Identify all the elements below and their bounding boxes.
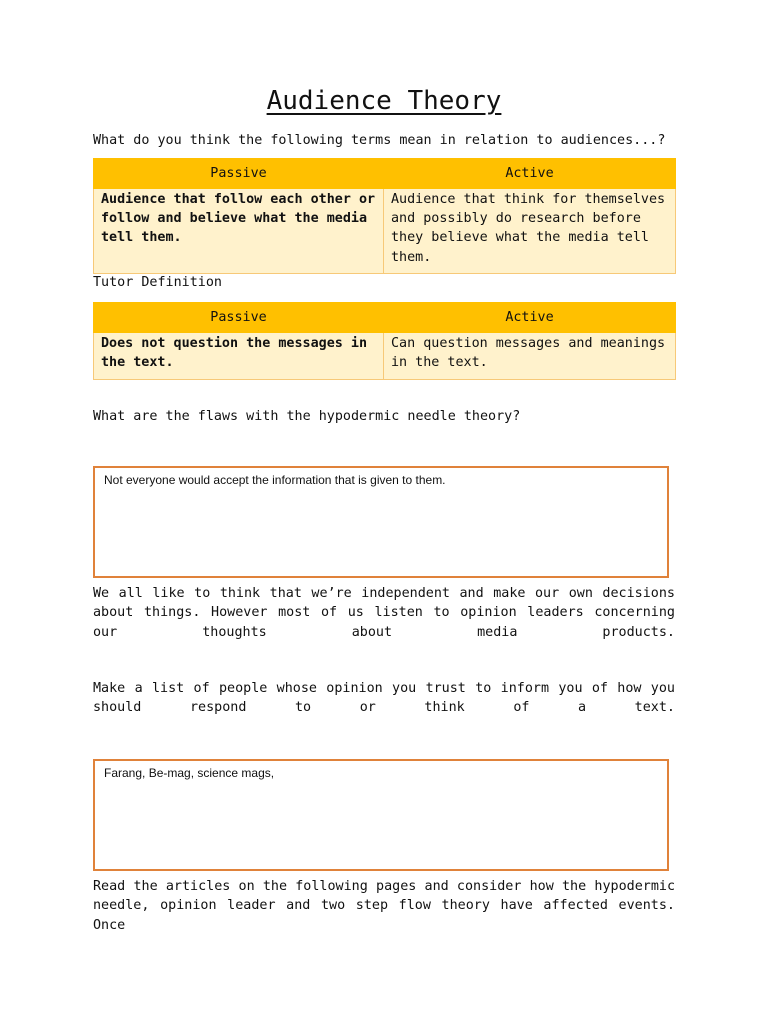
page-title: Audience Theory	[266, 86, 502, 116]
hypodermic-question: What are the flaws with the hypodermic needle theory?	[93, 409, 521, 424]
active-header: Active	[384, 159, 676, 189]
trusted-people-answer-box[interactable]	[93, 759, 669, 871]
active-tutor-definition: Can question messages and meanings in the text.	[384, 333, 676, 380]
hypodermic-answer-box[interactable]	[93, 466, 669, 578]
passive-header: Passive	[94, 303, 384, 333]
audience-definition-table	[93, 158, 676, 274]
trusted-people-question: Make a list of people whose opinion you trust to inform you of how you should respond to or think of a text.	[93, 681, 675, 716]
table-row	[94, 333, 676, 380]
table-header-row	[94, 303, 676, 333]
active-definition: Audience that think for themselves and possibly do research before they believe what the media tell them.	[384, 189, 676, 274]
tutor-definition-label: Tutor Definition	[93, 275, 222, 290]
passive-definition: Audience that follow each other or follow and believe what the media tell them.	[94, 189, 384, 274]
read-articles-paragraph: Read the articles on the following pages and consider how the hypodermic needle, opinion leader and two step flow theory have affected events. Once	[93, 879, 675, 933]
active-header: Active	[384, 303, 676, 333]
intro-question: What do you think the following terms mean in relation to audiences...?	[93, 133, 666, 148]
passive-tutor-definition: Does not question the messages in the text.	[94, 333, 384, 380]
table-row	[94, 189, 676, 274]
passive-header: Passive	[94, 159, 384, 189]
hypodermic-answer-text: Not everyone would accept the information that is given to them.	[104, 473, 446, 487]
tutor-definition-table	[93, 302, 676, 380]
opinion-leaders-paragraph: We all like to think that we’re independent and make our own decisions about things. However most of us listen to opinion leaders concerning our thoughts about media products.	[93, 586, 675, 640]
trusted-people-answer-text: Farang, Be-mag, science mags,	[104, 766, 275, 780]
table-header-row	[94, 159, 676, 189]
